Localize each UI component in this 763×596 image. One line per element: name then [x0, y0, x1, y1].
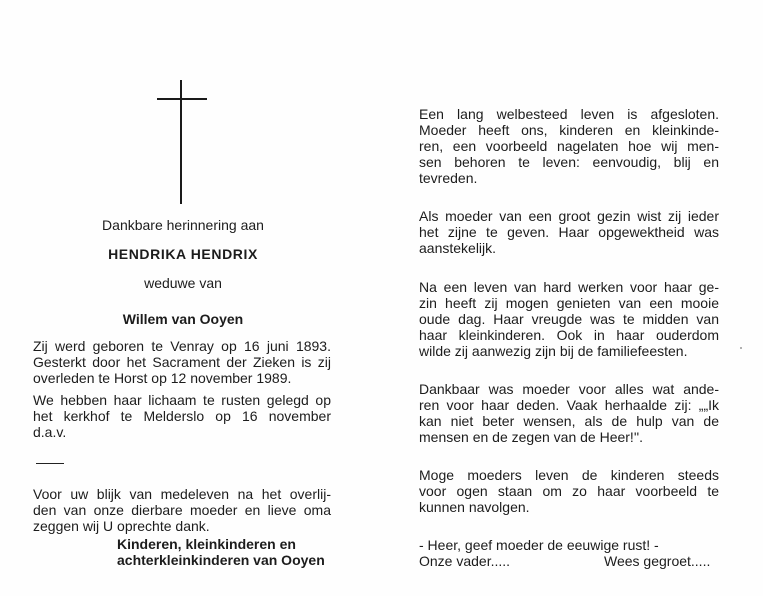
- intro-text: Dankbare herinnering aan: [102, 217, 264, 233]
- paragraph-4-line-2: ren voor haar deden. Vaak herhaalde zij: „„Ik: [419, 397, 719, 413]
- paragraph-2-line-2: het zijne te geven. Haar opgewektheid was: [419, 224, 719, 240]
- paragraph-3-line-2: zin heeft zij mogen genieten van een mooie: [419, 295, 719, 311]
- burial-line-2: het kerkhof te Melderslo op 16 november: [33, 408, 331, 424]
- paragraph-1-line-4: sen behoren te leven: eenvoudig, blij en: [419, 154, 719, 170]
- thanks-line-2: den van onze dierbare moeder en lieve oma: [33, 502, 331, 518]
- paragraph-2-line-3: aanstekelijk.: [419, 240, 497, 256]
- paragraph-2-line-1: Als moeder van een groot gezin wist zij ieder: [419, 208, 719, 224]
- cross-horizontal-bar: [157, 98, 207, 100]
- birth-line-1: Zij werd geboren te Venray op 16 juni 1893.: [33, 338, 331, 354]
- burial-line-1: We hebben haar lichaam te rusten gelegd op: [33, 392, 331, 408]
- paragraph-1-line-5: tevreden.: [419, 170, 478, 186]
- paragraph-3-line-3: oude dag. Haar vreugde was te midden van: [419, 311, 719, 327]
- thanks-line-1: Voor uw blijk van medeleven na het overlij-: [33, 486, 331, 502]
- paragraph-4-line-3: kan niet beter wensen, als de hulp van de: [419, 413, 719, 429]
- paper-speck: [740, 347, 742, 349]
- paragraph-1-line-3: ren, een voorbeeld nagelaten hoe wij men-: [419, 138, 719, 154]
- paragraph-3-line-5: wilde zij aanwezig zijn bij de familiefeesten.: [419, 343, 688, 359]
- paragraph-4-line-1: Dankbaar was moeder voor alles wat ande-: [419, 381, 719, 397]
- paragraph-5-line-2: voor ogen staan om zo haar voorbeeld te: [419, 483, 719, 499]
- widow-of-text: weduwe van: [144, 275, 222, 291]
- deceased-name: HENDRIKA HENDRIX: [108, 246, 258, 262]
- paragraph-3-line-4: haar kleinkinderen. Ook in haar ouderdom: [419, 327, 719, 343]
- husband-name: Willem van Ooyen: [122, 311, 244, 327]
- paragraph-5-line-1: Moge moeders leven de kinderen steeds: [419, 467, 719, 483]
- prayer-hail-mary: Wees gegroet.....: [604, 553, 711, 569]
- paragraph-5-line-3: kunnen navolgen.: [419, 499, 530, 515]
- paragraph-1-line-2: Moeder heeft ons, kinderen en kleinkinde-: [419, 122, 719, 138]
- divider-dash: [36, 463, 64, 464]
- burial-line-3: d.a.v.: [33, 424, 67, 440]
- prayer-our-father: Onze vader.....: [419, 553, 511, 569]
- signature-line-2: achterkleinkinderen van Ooyen: [117, 552, 325, 568]
- paragraph-3-line-1: Na een leven van hard werken voor haar ge-: [419, 279, 719, 295]
- birth-line-3: overleden te Horst op 12 november 1989.: [33, 370, 292, 386]
- signature-line-1: Kinderen, kleinkinderen en: [117, 536, 296, 552]
- thanks-line-3: zeggen wij U oprechte dank.: [33, 518, 210, 534]
- paragraph-4-line-4: mensen en de zegen van de Heer!''.: [419, 429, 644, 445]
- prayer-line: - Heer, geef moeder de eeuwige rust! -: [419, 537, 659, 553]
- birth-line-2: Gesterkt door het Sacrament der Zieken is zij: [33, 354, 331, 370]
- paragraph-1-line-1: Een lang welbesteed leven is afgesloten.: [419, 106, 719, 122]
